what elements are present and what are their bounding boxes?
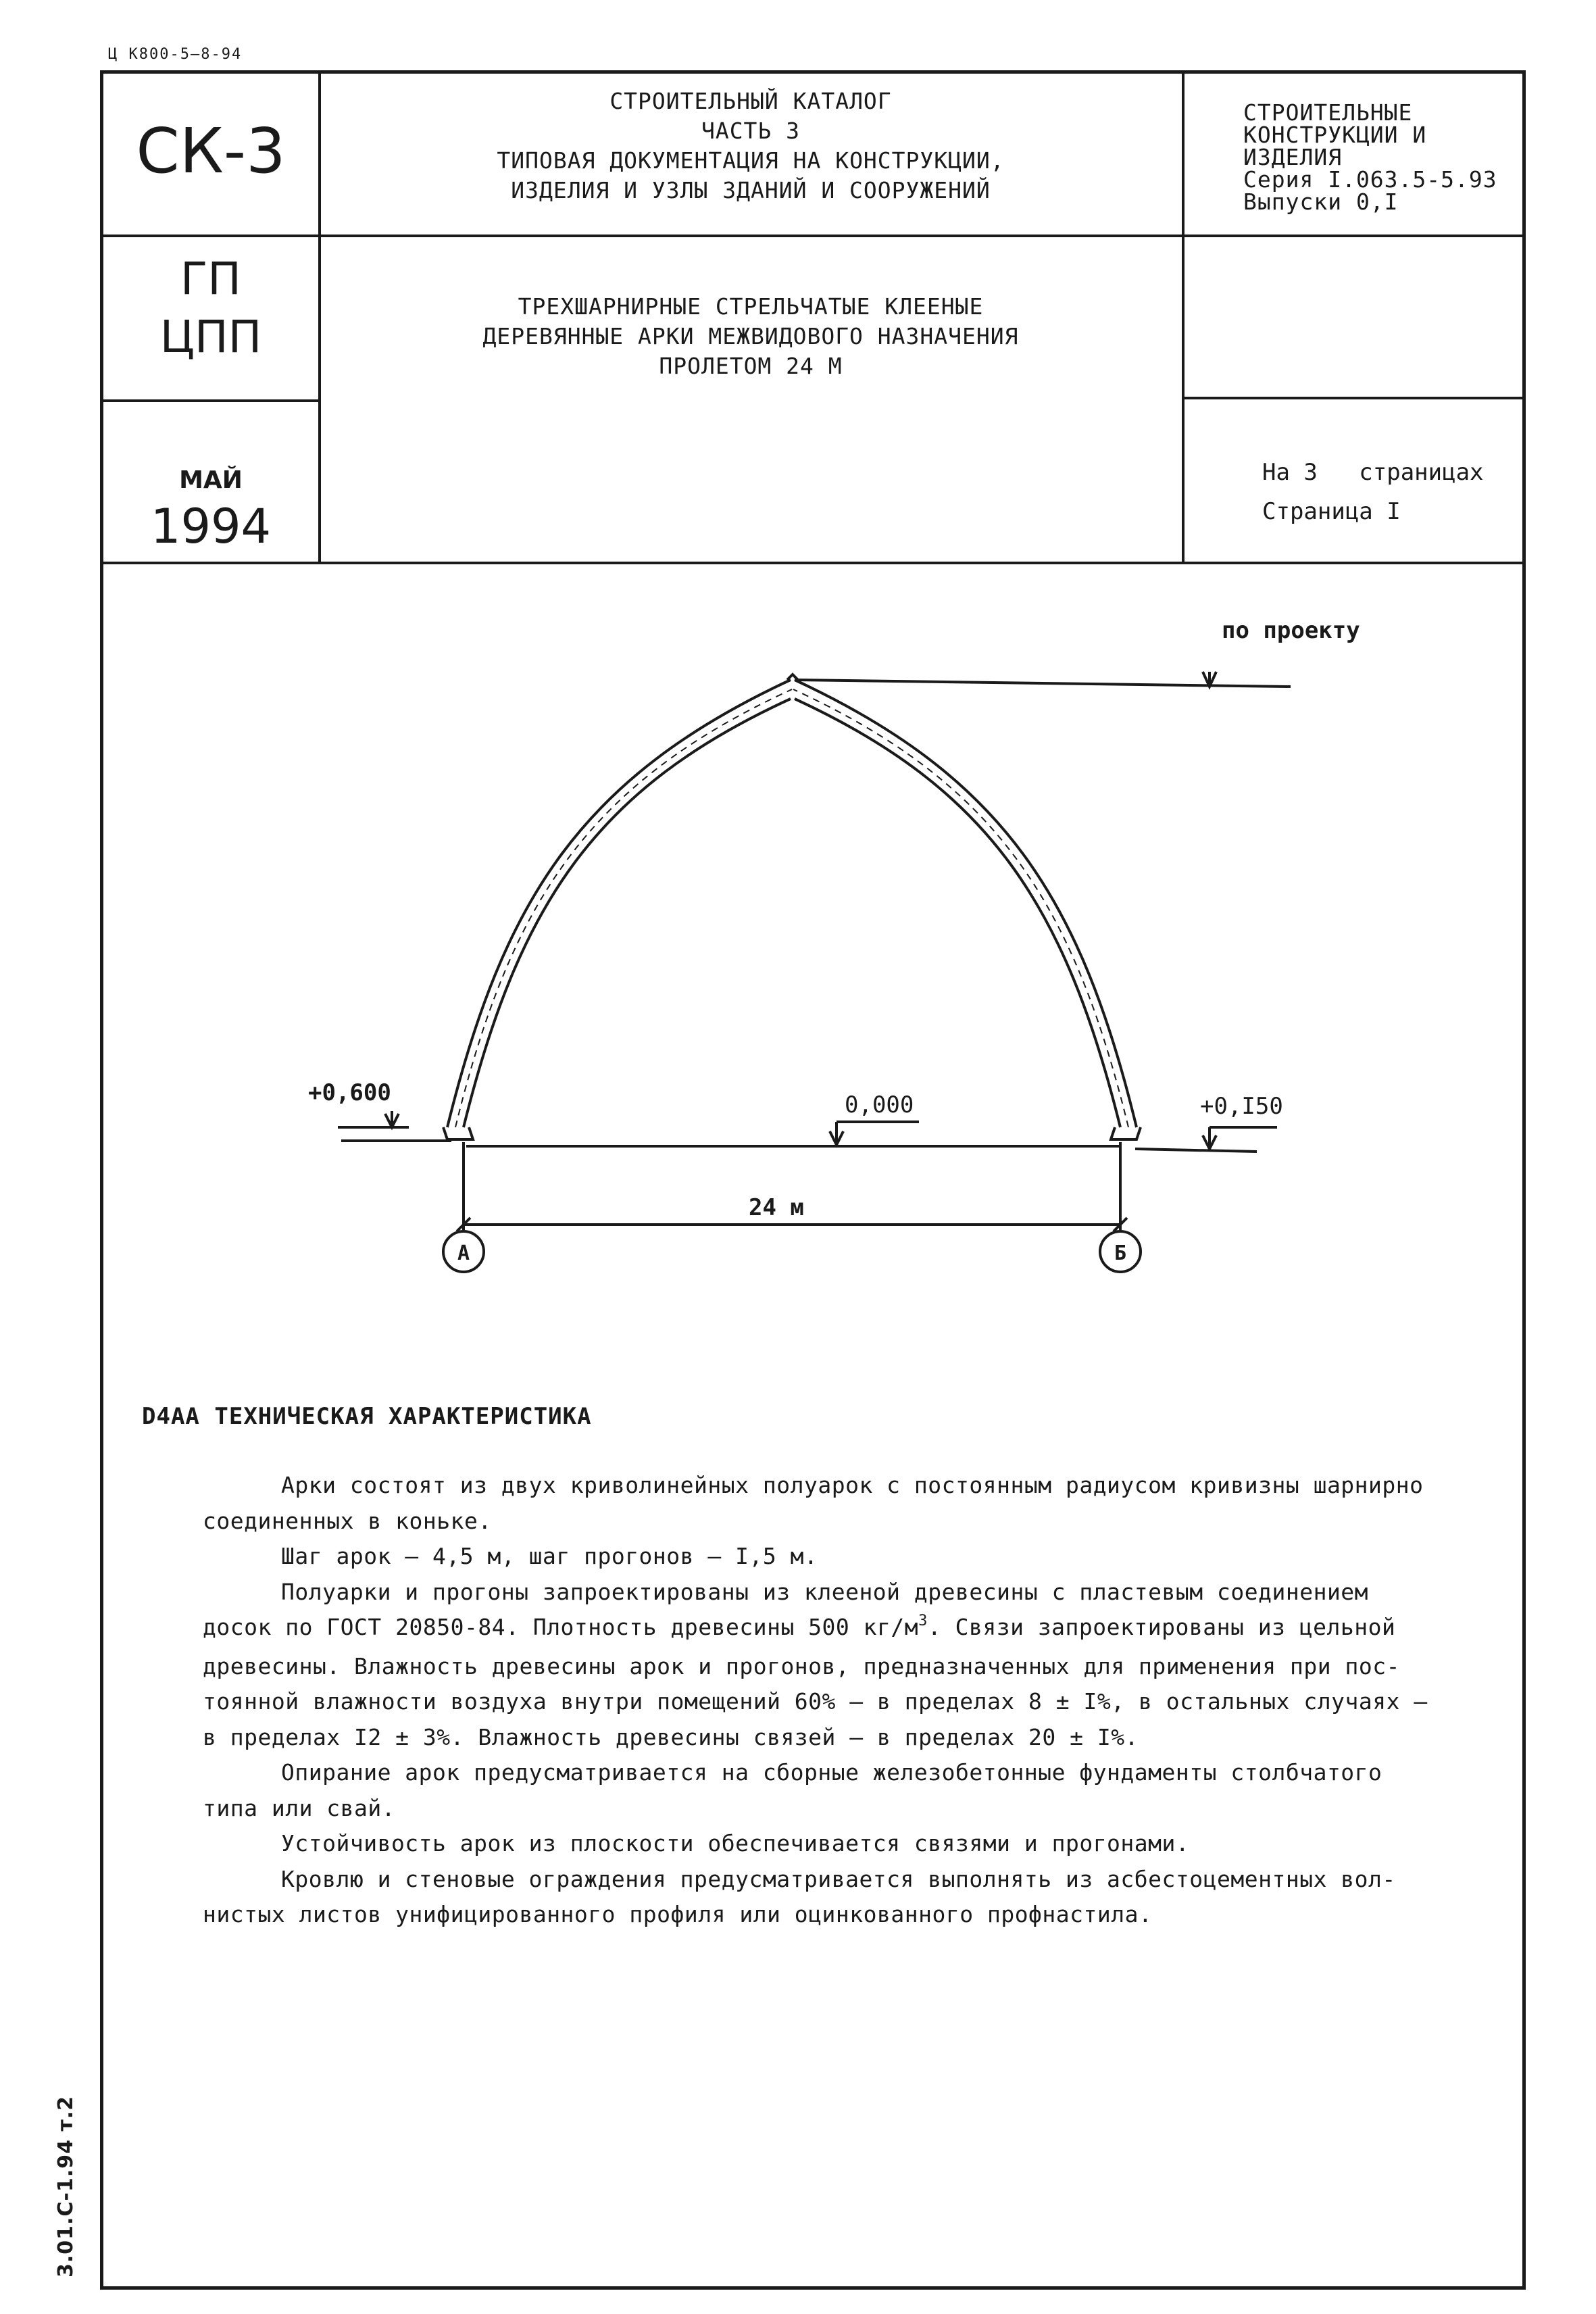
page-number: Страница I bbox=[1262, 498, 1401, 525]
pages-count: На 3 страницах bbox=[1262, 459, 1484, 486]
series-line: СТРОИТЕЛЬНЫЕ bbox=[1243, 99, 1413, 126]
arch-outline bbox=[443, 674, 1141, 1139]
text-line: Шаг арок – 4,5 м, шаг прогонов – I,5 м. bbox=[281, 1543, 818, 1569]
series-line: КОНСТРУКЦИИ И bbox=[1243, 122, 1427, 148]
left-half-arch-outer bbox=[447, 680, 791, 1127]
text-line: соединенных в коньке. bbox=[203, 1507, 492, 1534]
text-line: Опирание арок предусматривается на сборные железобетонные фундаменты столбчатого bbox=[281, 1759, 1382, 1786]
left-level-label: +0,600 bbox=[308, 1079, 391, 1106]
right-level-label: +0,I50 bbox=[1200, 1093, 1283, 1120]
series-line: Выпуски 0,I bbox=[1243, 189, 1399, 215]
catalog-code: СК-3 bbox=[136, 115, 286, 187]
right-ground-line bbox=[1135, 1149, 1257, 1152]
side-document-code: 3.01.С-1.94 т.2 bbox=[54, 2095, 78, 2278]
organization-line-1: ГП bbox=[180, 253, 241, 305]
text-line bbox=[203, 1610, 1507, 1649]
section-title: ТЕХНИЧЕСКАЯ ХАРАКТЕРИСТИКА bbox=[214, 1403, 592, 1430]
catalog-line: ЧАСТЬ 3 bbox=[701, 118, 801, 144]
issue-month: МАЙ bbox=[179, 466, 243, 494]
center-level-label: 0,000 bbox=[845, 1091, 914, 1118]
left-half-arch-lamination bbox=[455, 689, 792, 1127]
issue-year: 1994 bbox=[150, 499, 272, 554]
catalog-line: ТИПОВАЯ ДОКУМЕНТАЦИЯ НА КОНСТРУКЦИИ, bbox=[497, 147, 1005, 174]
text-line: Арки состоят из двух криволинейных полуарок с постоянным радиусом кривизны шарнирно bbox=[281, 1472, 1424, 1498]
technical-description bbox=[203, 1468, 1507, 1933]
text-line: Устойчивость арок из плоскости обеспечивается связями и прогонами. bbox=[281, 1830, 1190, 1856]
text-fragment: . Связи запроектированы из цельной bbox=[927, 1614, 1396, 1640]
series-line: Серия I.063.5-5.93 bbox=[1243, 166, 1497, 193]
dimension-lines bbox=[338, 672, 1291, 1272]
title-line: ТРЕХШАРНИРНЫЕ СТРЕЛЬЧАТЫЕ КЛЕЕНЫЕ bbox=[518, 293, 984, 320]
axis-b-label: Б bbox=[1114, 1241, 1127, 1265]
text-line: тоянной влажности воздуха внутри помещений 60% – в пределах 8 ± I%, в остальных случаях – bbox=[203, 1688, 1428, 1715]
span-label: 24 м bbox=[749, 1194, 804, 1221]
text-line: Кровлю и стеновые ограждения предусматривается выполнять из асбестоцементных вол- bbox=[281, 1865, 1396, 1892]
section-marker: D4AA bbox=[142, 1403, 200, 1430]
text-line: древесины. Влажность древесины арок и прогонов, предназначенных для применения при пос- bbox=[203, 1652, 1400, 1679]
text-line: в пределах I2 ± 3%. Влажность древесины связей – в пределах 20 ± I%. bbox=[203, 1723, 1139, 1750]
series-line: ИЗДЕЛИЯ bbox=[1243, 144, 1343, 170]
section-heading bbox=[142, 1403, 592, 1430]
top-level-leader bbox=[795, 680, 1291, 687]
catalog-line: СТРОИТЕЛЬНЫЙ КАТАЛОГ bbox=[609, 88, 892, 114]
text-line: типа или свай. bbox=[203, 1794, 396, 1821]
left-support bbox=[443, 1127, 473, 1139]
right-half-arch-lamination bbox=[793, 689, 1128, 1127]
organization-line-2: ЦПП bbox=[159, 311, 262, 363]
title-line: ДЕРЕВЯННЫЕ АРКИ МЕЖВИДОВОГО НАЗНАЧЕНИЯ bbox=[482, 323, 1019, 349]
catalog-line: ИЗДЕЛИЯ И УЗЛЫ ЗДАНИЙ И СООРУЖЕНИЙ bbox=[511, 177, 991, 203]
design-level-label: по проекту bbox=[1222, 617, 1360, 644]
right-support bbox=[1111, 1127, 1141, 1139]
axis-a-label: А bbox=[457, 1241, 470, 1265]
superscript: 3 bbox=[918, 1613, 928, 1629]
right-half-arch-inner bbox=[795, 699, 1120, 1127]
text-fragment: досок по ГОСТ 20850-84. Плотность древесины 500 кг/м bbox=[203, 1614, 919, 1640]
right-half-arch-outer bbox=[795, 680, 1137, 1127]
text-line: нистых листов унифицированного профиля или оцинкованного профнастила. bbox=[203, 1901, 1153, 1927]
title-line: ПРОЛЕТОМ 24 М bbox=[659, 353, 843, 379]
text-line: Полуарки и прогоны запроектированы из клееной древесины с пластевым соединением bbox=[281, 1578, 1369, 1605]
drawing-labels bbox=[308, 617, 1360, 1265]
left-half-arch-inner bbox=[464, 699, 791, 1127]
document-code: Ц К800-5—8-94 bbox=[108, 46, 243, 63]
